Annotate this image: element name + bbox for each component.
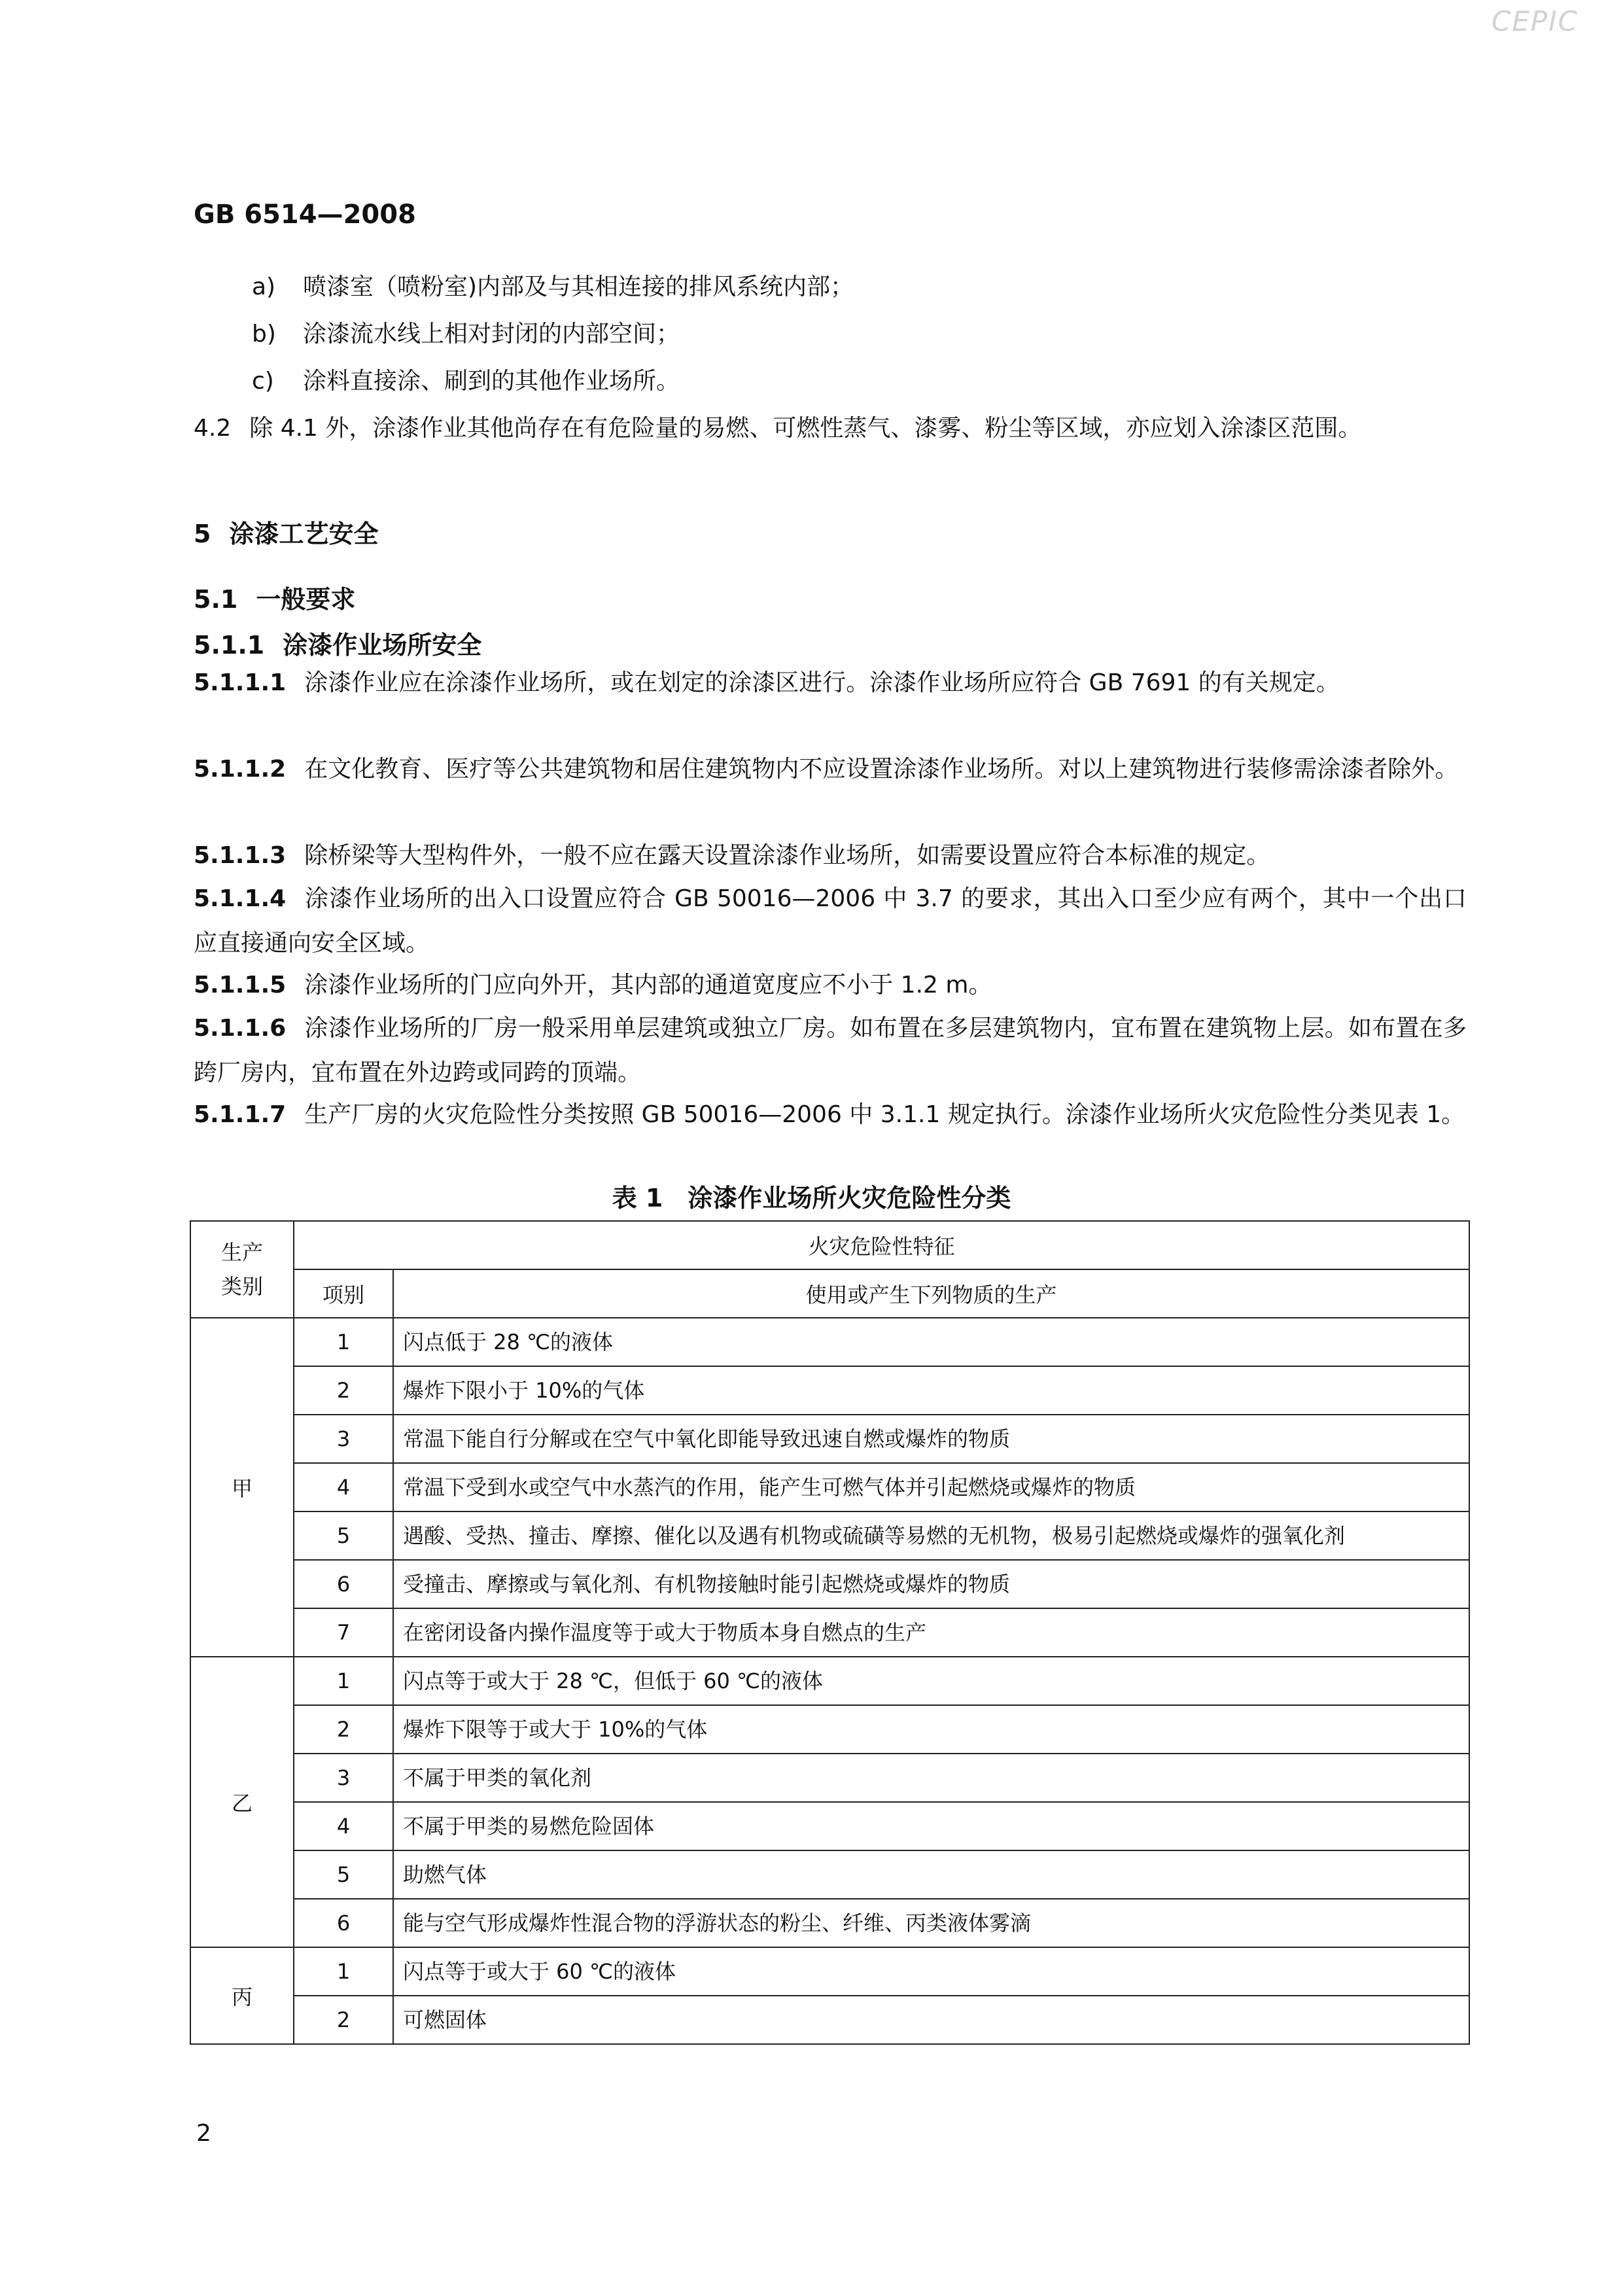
clause-text: 涂漆作业场所的厂房一般采用单层建筑或独立厂房。如布置在多层建筑物内，宜布置在建筑物上层。如布置在多跨厂房内，宜布置在外边跨或同跨的顶端。 — [194, 1015, 1467, 1086]
list-item-label: a) — [252, 274, 276, 300]
clause-number: 5.1.1.2 — [194, 756, 287, 783]
clause — [194, 1006, 1467, 1095]
clause — [194, 1093, 1467, 1137]
clause — [194, 747, 1467, 792]
section-heading-5 — [194, 514, 378, 550]
description-cell: 爆炸下限小于 10%的气体 — [393, 1366, 1469, 1415]
clause-text: 除 4.1 外，涂漆作业其他尚存在有危险量的易燃、可燃性蒸气、漆雾、粉尘等区域，亦应划入涂漆区范围。 — [249, 415, 1362, 442]
clause-number: 5.1.1.7 — [194, 1101, 287, 1128]
clause-number: 5.1.1.3 — [194, 842, 287, 869]
section-title: 一般要求 — [256, 585, 356, 614]
item-number-cell: 1 — [294, 1947, 393, 1996]
description-cell: 爆炸下限等于或大于 10%的气体 — [393, 1705, 1469, 1754]
table-row — [190, 1947, 1469, 1996]
table-row — [190, 1366, 1469, 1415]
item-number-cell: 2 — [294, 1996, 393, 2044]
description-cell: 助燃气体 — [393, 1850, 1469, 1899]
item-number-cell: 3 — [294, 1415, 393, 1463]
item-number-cell: 5 — [294, 1850, 393, 1899]
description-cell: 闪点等于或大于 60 ℃的液体 — [393, 1947, 1469, 1996]
clause — [194, 834, 1467, 878]
item-number-cell: 1 — [294, 1657, 393, 1705]
description-cell: 可燃固体 — [393, 1996, 1469, 2044]
list-item-label: b) — [252, 321, 276, 347]
clause — [194, 661, 1467, 705]
item-number-cell: 6 — [294, 1560, 393, 1608]
table-row — [190, 1318, 1469, 1366]
table-row — [190, 1608, 1469, 1657]
item-number-cell: 5 — [294, 1511, 393, 1560]
section-number: 5 — [194, 520, 211, 548]
table-row — [190, 1560, 1469, 1608]
category-cell: 甲 — [190, 1318, 294, 1657]
clause-4-2 — [194, 406, 1467, 451]
item-number-cell: 1 — [294, 1318, 393, 1366]
clause-number: 5.1.1.5 — [194, 972, 287, 998]
item-number-cell: 2 — [294, 1705, 393, 1754]
clause-text: 涂漆作业场所的门应向外开，其内部的通道宽度应不小于 1.2 m。 — [304, 972, 992, 998]
description-cell: 不属于甲类的氧化剂 — [393, 1754, 1469, 1802]
description-cell: 常温下能自行分解或在空气中氧化即能导致迅速自燃或爆炸的物质 — [393, 1415, 1469, 1463]
item-number-cell: 6 — [294, 1899, 393, 1947]
fire-hazard-table — [190, 1220, 1470, 2045]
list-item — [252, 359, 680, 404]
clause-number: 5.1.1.4 — [194, 885, 287, 912]
clause-number: 4.2 — [194, 415, 232, 442]
clause-number: 5.1.1.6 — [194, 1015, 287, 1042]
item-number-cell: 2 — [294, 1366, 393, 1415]
section-number: 5.1 — [194, 585, 238, 614]
list-item-label: c) — [252, 368, 274, 395]
category-cell: 丙 — [190, 1947, 294, 2044]
table-row — [190, 1802, 1469, 1850]
item-number-cell: 3 — [294, 1754, 393, 1802]
item-number-cell: 7 — [294, 1608, 393, 1657]
table-caption: 表 1 涂漆作业场所火灾危险性分类 — [612, 1184, 1011, 1212]
watermark-logo: CEPIC — [1492, 5, 1579, 37]
list-item — [252, 265, 854, 309]
description-cell: 遇酸、受热、撞击、摩擦、催化以及遇有机物或硫磺等易燃的无机物，极易引起燃烧或爆炸的强氧化剂 — [393, 1511, 1469, 1560]
list-item-text: 涂料直接涂、刷到的其他作业场所。 — [303, 368, 680, 395]
table-body — [190, 1318, 1469, 2044]
clause-text: 涂漆作业应在涂漆作业场所，或在划定的涂漆区进行。涂漆作业场所应符合 GB 7691 的有关规定。 — [304, 669, 1340, 696]
table-row — [190, 1463, 1469, 1511]
category-cell: 乙 — [190, 1657, 294, 1947]
description-cell: 常温下受到水或空气中水蒸汽的作用，能产生可燃气体并引起燃烧或爆炸的物质 — [393, 1463, 1469, 1511]
table-row — [190, 1415, 1469, 1463]
item-number-cell: 4 — [294, 1463, 393, 1511]
section-title: 涂漆作业场所安全 — [283, 631, 482, 660]
description-cell: 不属于甲类的易燃危险固体 — [393, 1802, 1469, 1850]
page-number: 2 — [196, 2120, 211, 2147]
header-feature: 火灾危险性特征 — [294, 1221, 1469, 1269]
section-title: 涂漆工艺安全 — [229, 520, 379, 548]
clause-text: 涂漆作业场所的出入口设置应符合 GB 50016—2006 中 3.7 的要求，其出入口至少应有两个，其中一个出口应直接通向安全区域。 — [194, 885, 1467, 957]
description-cell: 在密闭设备内操作温度等于或大于物质本身自燃点的生产 — [393, 1608, 1469, 1657]
table-row — [190, 1511, 1469, 1560]
table-row — [190, 1754, 1469, 1802]
list-item-text: 喷漆室（喷粉室)内部及与其相连接的排风系统内部； — [303, 274, 854, 300]
list-item — [252, 312, 680, 357]
description-cell: 闪点低于 28 ℃的液体 — [393, 1318, 1469, 1366]
header-item: 项别 — [294, 1269, 393, 1318]
clause-number: 5.1.1.1 — [194, 669, 287, 696]
clause — [194, 963, 1467, 1008]
description-cell: 闪点等于或大于 28 ℃，但低于 60 ℃的液体 — [393, 1657, 1469, 1705]
clause-text: 生产厂房的火灾危险性分类按照 GB 50016—2006 中 3.1.1 规定执行。涂漆作业场所火灾危险性分类见表 1。 — [304, 1101, 1465, 1128]
table-row — [190, 1996, 1469, 2044]
table-row — [190, 1850, 1469, 1899]
clause-text: 在文化教育、医疗等公共建筑物和居住建筑物内不应设置涂漆作业场所。对以上建筑物进行装修需涂漆者除外。 — [304, 756, 1459, 783]
table-row — [190, 1657, 1469, 1705]
description-cell: 能与空气形成爆炸性混合物的浮游状态的粉尘、纤维、丙类液体雾滴 — [393, 1899, 1469, 1947]
header-category: 生产 类别 — [190, 1221, 294, 1318]
section-number: 5.1.1 — [194, 631, 265, 660]
list-item-text: 涂漆流水线上相对封闭的内部空间； — [303, 321, 680, 347]
section-heading-5-1 — [194, 579, 355, 615]
standard-code-header: GB 6514—2008 — [194, 200, 416, 230]
header-description: 使用或产生下列物质的生产 — [393, 1269, 1469, 1318]
description-cell: 受撞击、摩擦或与氧化剂、有机物接触时能引起燃烧或爆炸的物质 — [393, 1560, 1469, 1608]
table-row — [190, 1705, 1469, 1754]
table-row — [190, 1899, 1469, 1947]
item-number-cell: 4 — [294, 1802, 393, 1850]
clause — [194, 877, 1467, 966]
section-heading-5-1-1 — [194, 625, 481, 661]
clause-text: 除桥梁等大型构件外，一般不应在露天设置涂漆作业场所，如需要设置应符合本标准的规定。 — [304, 842, 1270, 869]
